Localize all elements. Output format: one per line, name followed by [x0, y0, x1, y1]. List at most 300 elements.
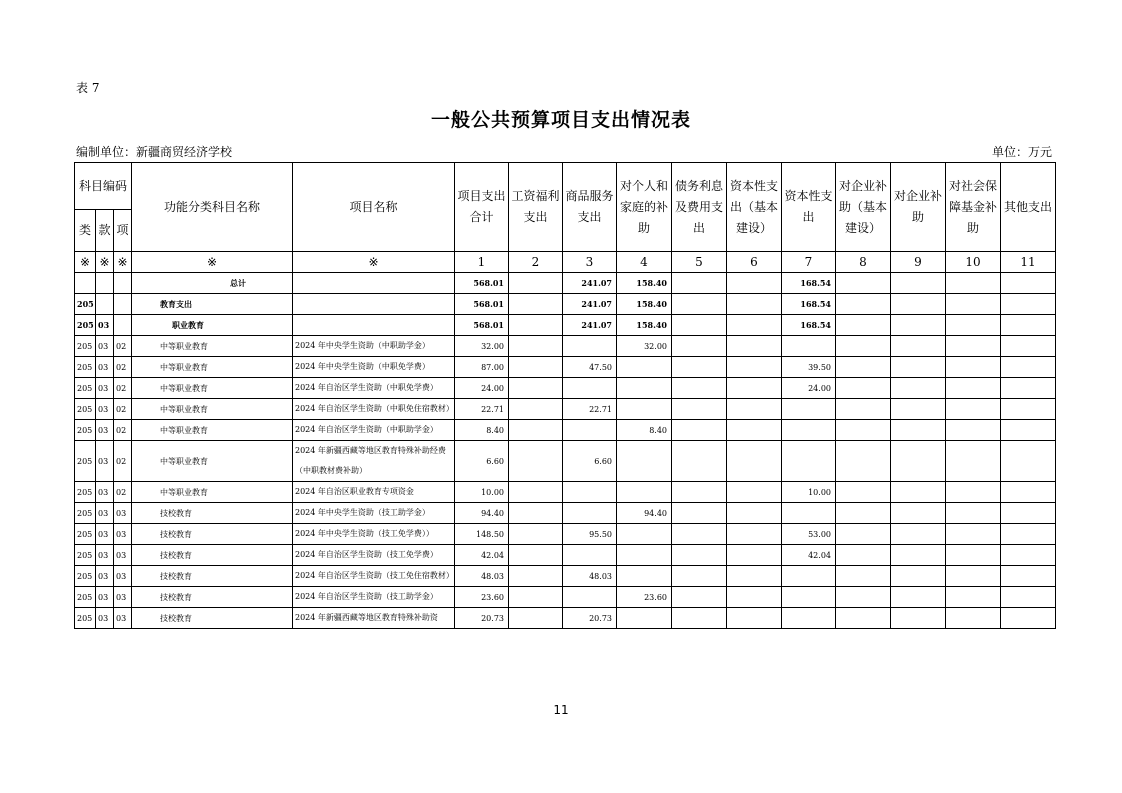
amount-cell-c4: 8.40: [617, 420, 672, 441]
amount-cell-c6: [727, 587, 782, 608]
amount-cell-c5: [672, 587, 727, 608]
amount-cell-c1: 24.00: [455, 378, 509, 399]
index-cell: 6: [727, 252, 782, 273]
code-cell-kuan: 03: [96, 441, 114, 482]
index-cell: 9: [891, 252, 946, 273]
amount-cell-c10: [946, 357, 1001, 378]
code-cell-kuan: 03: [96, 545, 114, 566]
code-cell-kuan: [96, 273, 114, 294]
code-cell-kuan: 03: [96, 315, 114, 336]
amount-cell-c10: [946, 420, 1001, 441]
table-row: [75, 315, 1056, 336]
func-name-cell: 技校教育: [132, 524, 293, 545]
amount-cell-c2: [509, 482, 563, 503]
amount-cell-c6: [727, 294, 782, 315]
table-row: [75, 524, 1056, 545]
amount-cell-c11: [1001, 315, 1056, 336]
amount-cell-c8: [836, 399, 891, 420]
amount-cell-c2: [509, 566, 563, 587]
amount-cell-c8: [836, 315, 891, 336]
code-cell-lei: 205: [75, 482, 96, 503]
amount-cell-c11: [1001, 441, 1056, 482]
amount-cell-c7: [782, 503, 836, 524]
table-row: [75, 587, 1056, 608]
amount-cell-c7: [782, 420, 836, 441]
table-row: [75, 441, 1056, 482]
func-name-cell: 总计: [132, 273, 293, 294]
amount-cell-c4: 32.00: [617, 336, 672, 357]
code-cell-lei: 205: [75, 378, 96, 399]
amount-cell-c4: 94.40: [617, 503, 672, 524]
currency-unit: 单位：万元: [991, 145, 1052, 159]
page-title: 一般公共预算项目支出情况表: [430, 109, 691, 131]
amount-cell-c2: [509, 587, 563, 608]
amount-cell-c2: [509, 357, 563, 378]
amount-cell-c5: [672, 441, 727, 482]
func-name-cell: 技校教育: [132, 503, 293, 524]
code-cell-xiang: [114, 294, 132, 315]
amount-cell-c5: [672, 273, 727, 294]
amount-cell-c11: [1001, 482, 1056, 503]
amount-cell-c7: [782, 566, 836, 587]
amount-cell-c5: [672, 503, 727, 524]
amount-cell-c1: 48.03: [455, 566, 509, 587]
code-cell-xiang: 03: [114, 566, 132, 587]
amount-cell-c7: [782, 608, 836, 629]
code-cell-xiang: 02: [114, 336, 132, 357]
code-cell-xiang: 02: [114, 420, 132, 441]
project-name-cell: 2024 年自治区学生资助（技工助学金）: [293, 587, 455, 608]
amount-cell-c7: 24.00: [782, 378, 836, 399]
header-lei: 类: [75, 210, 96, 252]
code-cell-kuan: 03: [96, 378, 114, 399]
amount-cell-c11: [1001, 587, 1056, 608]
amount-cell-c4: [617, 524, 672, 545]
amount-cell-c6: [727, 441, 782, 482]
amount-cell-c9: [891, 336, 946, 357]
amount-cell-c3: 48.03: [563, 566, 617, 587]
amount-cell-c9: [891, 420, 946, 441]
amount-cell-c3: 241.07: [563, 315, 617, 336]
amount-cell-c9: [891, 566, 946, 587]
index-row: [75, 252, 1056, 273]
header-col-9: 对企业补助: [891, 163, 946, 252]
func-name-cell: 中等职业教育: [132, 441, 293, 482]
amount-cell-c10: [946, 608, 1001, 629]
func-name-cell: 中等职业教育: [132, 482, 293, 503]
amount-cell-c4: [617, 566, 672, 587]
func-name-cell: 中等职业教育: [132, 399, 293, 420]
amount-cell-c9: [891, 273, 946, 294]
header-col-7: 资本性支出: [782, 163, 836, 252]
amount-cell-c3: 47.50: [563, 357, 617, 378]
amount-cell-c1: 32.00: [455, 336, 509, 357]
amount-cell-c1: 42.04: [455, 545, 509, 566]
amount-cell-c3: 6.60: [563, 441, 617, 482]
amount-cell-c10: [946, 315, 1001, 336]
amount-cell-c11: [1001, 357, 1056, 378]
code-cell-xiang: 02: [114, 357, 132, 378]
project-name-cell: 2024 年自治区职业教育专项资金: [293, 482, 455, 503]
amount-cell-c9: [891, 545, 946, 566]
index-cell: ※: [293, 252, 455, 273]
amount-cell-c4: [617, 378, 672, 399]
amount-cell-c3: [563, 482, 617, 503]
table-row: [75, 357, 1056, 378]
amount-cell-c10: [946, 378, 1001, 399]
amount-cell-c5: [672, 378, 727, 399]
table-row: [75, 566, 1056, 587]
header-col-1: 项目支出合计: [455, 163, 509, 252]
amount-cell-c8: [836, 587, 891, 608]
header-col-11: 其他支出: [1001, 163, 1056, 252]
table-row: [75, 336, 1056, 357]
index-cell: 2: [509, 252, 563, 273]
amount-cell-c10: [946, 399, 1001, 420]
amount-cell-c7: [782, 336, 836, 357]
amount-cell-c6: [727, 524, 782, 545]
amount-cell-c7: 10.00: [782, 482, 836, 503]
amount-cell-c4: 158.40: [617, 294, 672, 315]
amount-cell-c6: [727, 482, 782, 503]
func-name-cell: 技校教育: [132, 587, 293, 608]
code-cell-lei: 205: [75, 420, 96, 441]
amount-cell-c9: [891, 357, 946, 378]
amount-cell-c11: [1001, 294, 1056, 315]
amount-cell-c3: 241.07: [563, 273, 617, 294]
code-cell-kuan: 03: [96, 482, 114, 503]
index-cell: 7: [782, 252, 836, 273]
amount-cell-c3: [563, 420, 617, 441]
index-cell: 11: [1001, 252, 1056, 273]
index-cell: ※: [114, 252, 132, 273]
code-cell-lei: 205: [75, 524, 96, 545]
amount-cell-c8: [836, 273, 891, 294]
header-col-8: 对企业补助（基本建设）: [836, 163, 891, 252]
amount-cell-c11: [1001, 273, 1056, 294]
project-name-cell: 2024 年中央学生资助（技工助学金）: [293, 503, 455, 524]
amount-cell-c5: [672, 524, 727, 545]
amount-cell-c4: [617, 545, 672, 566]
code-cell-kuan: 03: [96, 524, 114, 545]
amount-cell-c9: [891, 315, 946, 336]
amount-cell-c10: [946, 273, 1001, 294]
amount-cell-c11: [1001, 524, 1056, 545]
amount-cell-c5: [672, 315, 727, 336]
header-kuan: 款: [96, 210, 114, 252]
code-cell-lei: 205: [75, 357, 96, 378]
amount-cell-c2: [509, 420, 563, 441]
index-cell: 4: [617, 252, 672, 273]
func-name-cell: 技校教育: [132, 545, 293, 566]
index-cell: 10: [946, 252, 1001, 273]
amount-cell-c6: [727, 545, 782, 566]
amount-cell-c7: [782, 587, 836, 608]
amount-cell-c11: [1001, 399, 1056, 420]
amount-cell-c1: 22.71: [455, 399, 509, 420]
table-number: 表 7: [76, 81, 100, 95]
amount-cell-c10: [946, 566, 1001, 587]
func-name-cell: 中等职业教育: [132, 420, 293, 441]
code-cell-kuan: [96, 294, 114, 315]
code-cell-kuan: 03: [96, 336, 114, 357]
table-row: [75, 503, 1056, 524]
header-col-4: 对个人和家庭的补助: [617, 163, 672, 252]
code-cell-xiang: 02: [114, 399, 132, 420]
index-cell: ※: [75, 252, 96, 273]
amount-cell-c2: [509, 441, 563, 482]
project-name-cell: 2024 年自治区学生资助（中职免学费）: [293, 378, 455, 399]
amount-cell-c7: [782, 399, 836, 420]
code-cell-kuan: 03: [96, 503, 114, 524]
amount-cell-c10: [946, 524, 1001, 545]
func-name-cell: 技校教育: [132, 566, 293, 587]
amount-cell-c8: [836, 441, 891, 482]
amount-cell-c1: 20.73: [455, 608, 509, 629]
amount-cell-c8: [836, 336, 891, 357]
amount-cell-c5: [672, 294, 727, 315]
amount-cell-c10: [946, 587, 1001, 608]
code-cell-lei: 205: [75, 315, 96, 336]
project-name-cell: 2024 年自治区学生资助（技工免住宿教材）: [293, 566, 455, 587]
amount-cell-c8: [836, 482, 891, 503]
amount-cell-c1: 10.00: [455, 482, 509, 503]
code-cell-xiang: 03: [114, 524, 132, 545]
amount-cell-c8: [836, 524, 891, 545]
amount-cell-c8: [836, 378, 891, 399]
header-func-name: 功能分类科目名称: [132, 163, 293, 252]
table-row: [75, 545, 1056, 566]
amount-cell-c2: [509, 399, 563, 420]
amount-cell-c10: [946, 441, 1001, 482]
amount-cell-c7: 42.04: [782, 545, 836, 566]
amount-cell-c4: [617, 482, 672, 503]
code-cell-lei: 205: [75, 441, 96, 482]
amount-cell-c4: [617, 357, 672, 378]
amount-cell-c7: 39.50: [782, 357, 836, 378]
code-cell-lei: 205: [75, 545, 96, 566]
code-cell-kuan: 03: [96, 420, 114, 441]
amount-cell-c8: [836, 294, 891, 315]
table-row: [75, 420, 1056, 441]
func-name-cell: 中等职业教育: [132, 357, 293, 378]
amount-cell-c4: 158.40: [617, 315, 672, 336]
amount-cell-c10: [946, 545, 1001, 566]
header-col-2: 工资福利支出: [509, 163, 563, 252]
amount-cell-c1: 23.60: [455, 587, 509, 608]
header-col-10: 对社会保障基金补助: [946, 163, 1001, 252]
amount-cell-c1: 87.00: [455, 357, 509, 378]
project-name-cell: 2024 年中央学生资助（技工免学费））: [293, 524, 455, 545]
code-cell-xiang: 03: [114, 587, 132, 608]
code-cell-xiang: 02: [114, 441, 132, 482]
project-name-cell: 2024 年中央学生资助（中职助学金）: [293, 336, 455, 357]
amount-cell-c3: [563, 378, 617, 399]
amount-cell-c9: [891, 399, 946, 420]
code-cell-lei: 205: [75, 587, 96, 608]
amount-cell-c11: [1001, 378, 1056, 399]
amount-cell-c4: [617, 399, 672, 420]
amount-cell-c3: [563, 336, 617, 357]
header-col-6: 资本性支出（基本建设）: [727, 163, 782, 252]
index-cell: 8: [836, 252, 891, 273]
amount-cell-c6: [727, 608, 782, 629]
code-cell-kuan: 03: [96, 399, 114, 420]
code-cell-xiang: 02: [114, 378, 132, 399]
amount-cell-c5: [672, 482, 727, 503]
amount-cell-c7: 168.54: [782, 273, 836, 294]
amount-cell-c2: [509, 503, 563, 524]
amount-cell-c6: [727, 420, 782, 441]
amount-cell-c5: [672, 357, 727, 378]
project-name-cell: 2024 年自治区学生资助（技工免学费）: [293, 545, 455, 566]
project-name-cell: [293, 294, 455, 315]
amount-cell-c4: [617, 441, 672, 482]
amount-cell-c7: 168.54: [782, 315, 836, 336]
code-cell-kuan: 03: [96, 357, 114, 378]
code-cell-xiang: 03: [114, 503, 132, 524]
amount-cell-c2: [509, 608, 563, 629]
project-name-cell: 2024 年新疆西藏等地区教育特殊补助资: [293, 608, 455, 629]
table-row: [75, 608, 1056, 629]
amount-cell-c9: [891, 482, 946, 503]
index-cell: 3: [563, 252, 617, 273]
amount-cell-c2: [509, 336, 563, 357]
amount-cell-c9: [891, 587, 946, 608]
index-cell: 5: [672, 252, 727, 273]
code-cell-xiang: [114, 273, 132, 294]
amount-cell-c1: 568.01: [455, 273, 509, 294]
amount-cell-c7: [782, 441, 836, 482]
amount-cell-c9: [891, 441, 946, 482]
amount-cell-c3: 241.07: [563, 294, 617, 315]
amount-cell-c11: [1001, 566, 1056, 587]
amount-cell-c3: [563, 545, 617, 566]
index-cell: 1: [455, 252, 509, 273]
amount-cell-c11: [1001, 503, 1056, 524]
amount-cell-c2: [509, 315, 563, 336]
amount-cell-c1: 148.50: [455, 524, 509, 545]
amount-cell-c1: 568.01: [455, 294, 509, 315]
amount-cell-c8: [836, 420, 891, 441]
index-cell: ※: [96, 252, 114, 273]
table-row: [75, 273, 1056, 294]
amount-cell-c4: 158.40: [617, 273, 672, 294]
amount-cell-c1: 8.40: [455, 420, 509, 441]
amount-cell-c3: 22.71: [563, 399, 617, 420]
amount-cell-c8: [836, 503, 891, 524]
amount-cell-c3: 95.50: [563, 524, 617, 545]
header-col-5: 债务利息及费用支出: [672, 163, 727, 252]
amount-cell-c6: [727, 503, 782, 524]
budget-table: [74, 162, 1056, 629]
code-cell-lei: 205: [75, 503, 96, 524]
code-cell-lei: 205: [75, 399, 96, 420]
amount-cell-c2: [509, 273, 563, 294]
code-cell-lei: 205: [75, 294, 96, 315]
code-cell-lei: 205: [75, 336, 96, 357]
amount-cell-c2: [509, 545, 563, 566]
code-cell-xiang: [114, 315, 132, 336]
amount-cell-c6: [727, 566, 782, 587]
amount-cell-c7: 168.54: [782, 294, 836, 315]
func-name-cell: 教育支出: [132, 294, 293, 315]
amount-cell-c6: [727, 273, 782, 294]
func-name-cell: 中等职业教育: [132, 378, 293, 399]
amount-cell-c3: 20.73: [563, 608, 617, 629]
amount-cell-c3: [563, 503, 617, 524]
amount-cell-c2: [509, 378, 563, 399]
amount-cell-c4: [617, 608, 672, 629]
project-name-cell: 2024 年自治区学生资助（中职助学金）: [293, 420, 455, 441]
code-cell-xiang: 03: [114, 545, 132, 566]
amount-cell-c10: [946, 336, 1001, 357]
amount-cell-c2: [509, 294, 563, 315]
amount-cell-c6: [727, 357, 782, 378]
amount-cell-c9: [891, 608, 946, 629]
amount-cell-c9: [891, 503, 946, 524]
amount-cell-c1: 568.01: [455, 315, 509, 336]
code-cell-kuan: 03: [96, 566, 114, 587]
amount-cell-c1: 94.40: [455, 503, 509, 524]
amount-cell-c8: [836, 357, 891, 378]
amount-cell-c6: [727, 378, 782, 399]
func-name-cell: 职业教育: [132, 315, 293, 336]
page-number: 11: [553, 703, 569, 717]
amount-cell-c11: [1001, 336, 1056, 357]
amount-cell-c6: [727, 336, 782, 357]
code-cell-kuan: 03: [96, 587, 114, 608]
amount-cell-c5: [672, 420, 727, 441]
code-cell-xiang: 03: [114, 608, 132, 629]
amount-cell-c5: [672, 566, 727, 587]
table-row: [75, 482, 1056, 503]
table-row: [75, 378, 1056, 399]
amount-cell-c6: [727, 399, 782, 420]
amount-cell-c11: [1001, 608, 1056, 629]
table-row: [75, 399, 1056, 420]
amount-cell-c11: [1001, 545, 1056, 566]
amount-cell-c10: [946, 482, 1001, 503]
header-project-name: 项目名称: [293, 163, 455, 252]
code-cell-lei: 205: [75, 608, 96, 629]
header-xiang: 项: [114, 210, 132, 252]
func-name-cell: 技校教育: [132, 608, 293, 629]
header-col-3: 商品服务支出: [563, 163, 617, 252]
project-name-cell: [293, 273, 455, 294]
index-cell: ※: [132, 252, 293, 273]
amount-cell-c8: [836, 545, 891, 566]
code-cell-lei: 205: [75, 566, 96, 587]
project-name-cell: 2024 年自治区学生资助（中职免住宿教材）: [293, 399, 455, 420]
amount-cell-c9: [891, 294, 946, 315]
amount-cell-c9: [891, 524, 946, 545]
amount-cell-c3: [563, 587, 617, 608]
amount-cell-c6: [727, 315, 782, 336]
amount-cell-c5: [672, 545, 727, 566]
amount-cell-c5: [672, 399, 727, 420]
amount-cell-c7: 53.00: [782, 524, 836, 545]
project-name-cell: 2024 年新疆西藏等地区教育特殊补助经费（中职教材费补助）: [293, 441, 455, 482]
amount-cell-c5: [672, 336, 727, 357]
amount-cell-c1: 6.60: [455, 441, 509, 482]
header-code-group: 科目编码: [75, 163, 132, 210]
code-cell-lei: [75, 273, 96, 294]
table-row: [75, 294, 1056, 315]
amount-cell-c8: [836, 608, 891, 629]
amount-cell-c10: [946, 503, 1001, 524]
compiling-unit: 编制单位：新疆商贸经济学校: [76, 145, 233, 159]
